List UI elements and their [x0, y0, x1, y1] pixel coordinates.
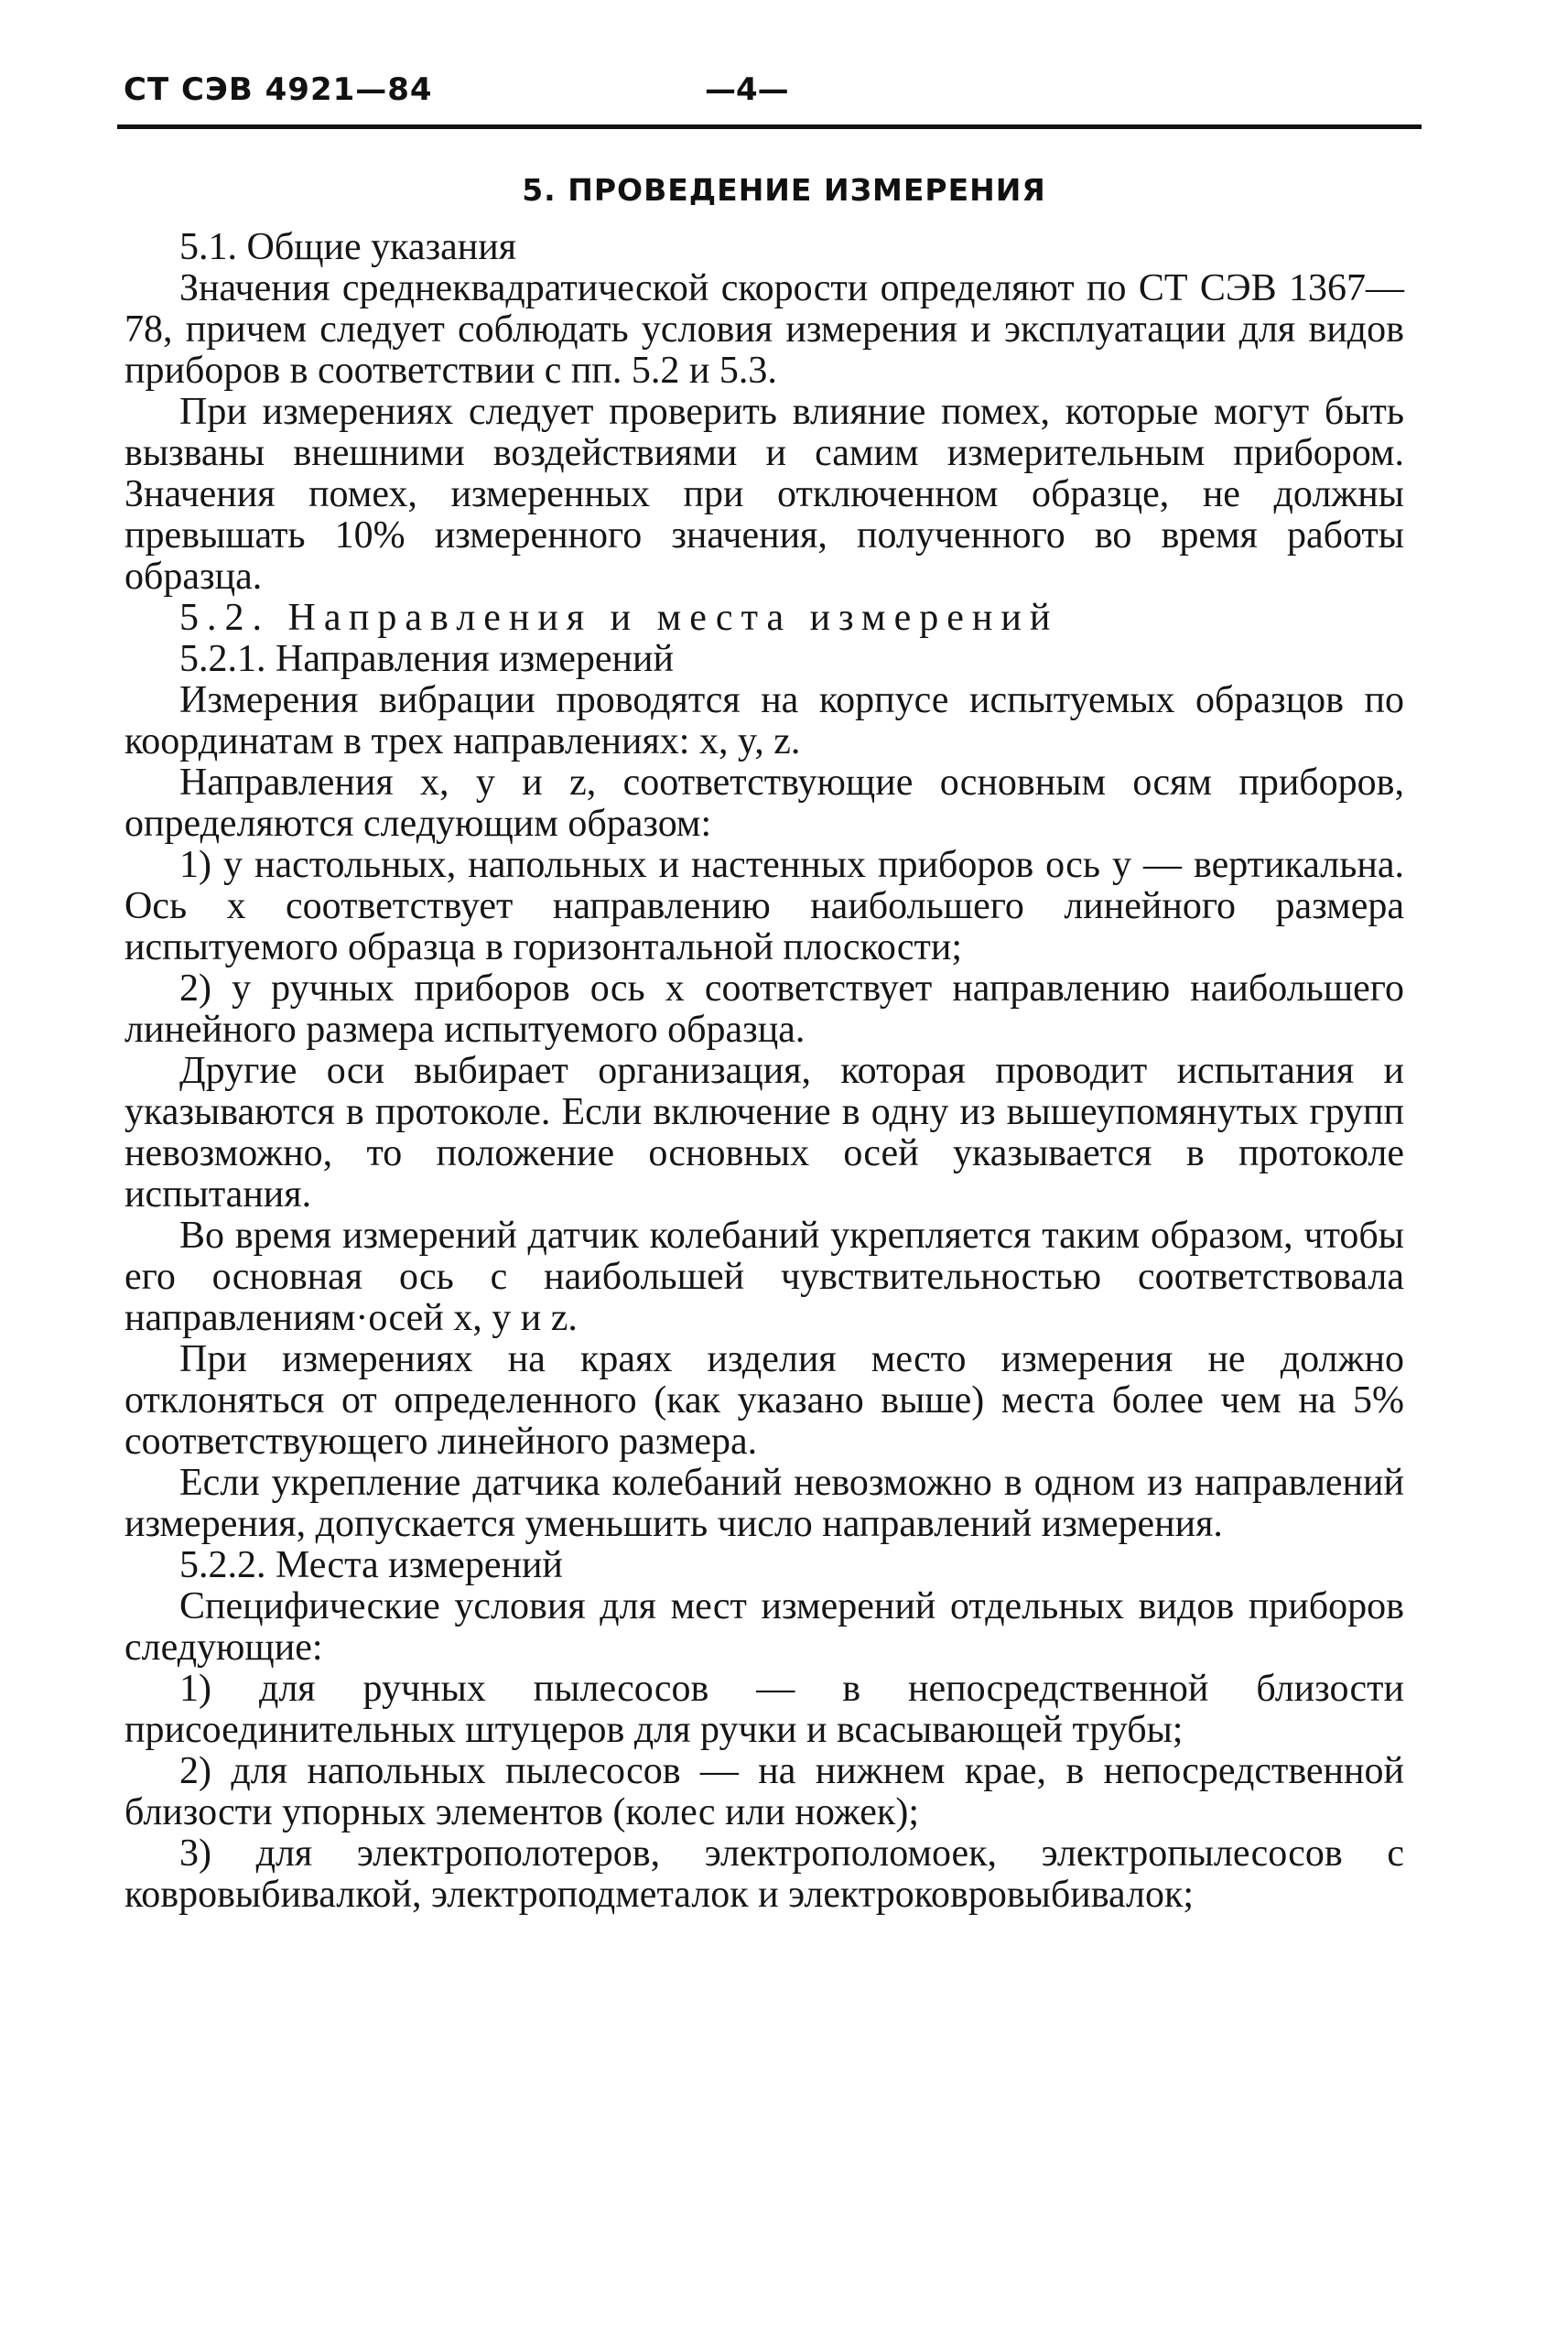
list-item: 1) для ручных пылесосов — в непосредственной близости присоединительных штуцеров для ручки и всасывающей трубы; [124, 1668, 1404, 1751]
page-number: —4— [705, 71, 789, 108]
list-item: 3) для электрополотеров, электрополомоек, электропылесосов с ковровыбивалкой, электроподметалок и электроковровыбивалок; [124, 1832, 1404, 1916]
list-item: 2) для напольных пылесосов — на нижнем крае, в непосредственной близости упорных элементов (колес или ножек); [124, 1750, 1404, 1833]
body-text [124, 227, 1404, 1916]
section-title: 5. ПРОВЕДЕНИЕ ИЗМЕРЕНИЯ [522, 172, 1046, 208]
standard-id: СТ СЭВ 4921—84 [124, 71, 433, 108]
paragraph: Специфические условия для мест измерений отдельных видов приборов следующие: [124, 1585, 1404, 1669]
paragraph: При измерениях следует проверить влияние помех, которые могут быть вызваны внешними воздействиями и самим измерительным прибором. Значения помех, измеренных при отключенном образце, не должны превышать 10% измеренного значения, полученного во время работы образца. [124, 391, 1404, 598]
paragraph: Если укрепление датчика колебаний невозможно в одном из направлений измерения, допускается уменьшить число направлений измерения. [124, 1462, 1404, 1545]
subsection-heading-5-2-2: 5.2.2. Места измерений [179, 1544, 563, 1586]
list-item: 2) у ручных приборов ось x соответствует направлению наибольшего линейного размера испытуемого образца. [124, 968, 1404, 1051]
paragraph: Значения среднеквадратической скорости определяют по СТ СЭВ 1367—78, причем следует соблюдать условия измерения и эксплуатации для видов приборов в соответствии с пп. 5.2 и 5.3. [124, 267, 1404, 392]
list-item: 1) у настольных, напольных и настенных приборов ось y — вертикальна. Ось x соответствует направлению наибольшего линейного размера испытуемого образца в горизонтальной плоскости; [124, 844, 1404, 968]
header-rule [117, 124, 1422, 129]
paragraph: Направления x, y и z, соответствующие основным осям приборов, определяются следующим образом: [124, 762, 1404, 845]
subsection-heading-5-2: 5.2. Направления и места измерений [179, 597, 1059, 639]
subsection-heading-5-2-1: 5.2.1. Направления измерений [179, 638, 674, 680]
paragraph: Измерения вибрации проводятся на корпусе испытуемых образцов по координатам в трех направлениях: x, y, z. [124, 679, 1404, 762]
paragraph: Другие оси выбирает организация, которая проводит испытания и указываются в протоколе. Если включение в одну из вышеупомянутых групп невозможно, то положение основных осей указывается в протоколе испытания. [124, 1050, 1404, 1216]
paragraph: Во время измерений датчик колебаний укрепляется таким образом, чтобы его основная ось с наибольшей чувствительностью соответствовала направлениям·осей x, y и z. [124, 1215, 1404, 1339]
subsection-heading-5-1: 5.1. Общие указания [179, 226, 517, 268]
paragraph: При измерениях на краях изделия место измерения не должно отклоняться от определенного (как указано выше) места более чем на 5% соответствующего линейного размера. [124, 1338, 1404, 1463]
